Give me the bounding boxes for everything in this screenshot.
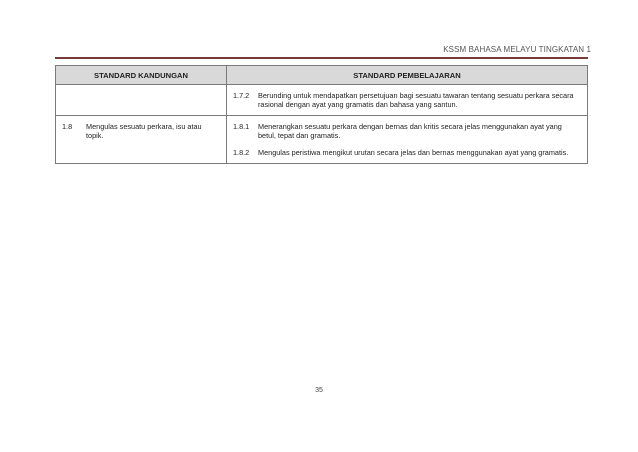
learning-standard-number: 1.8.2 — [233, 148, 250, 157]
column-header-standard-pembelajaran: STANDARD PEMBELAJARAN — [227, 66, 588, 85]
document-header-title: KSSM BAHASA MELAYU TINGKATAN 1 — [443, 45, 591, 54]
learning-standard-text: Mengulas peristiwa mengikut urutan secara jelas dan bernas menggunakan ayat yang gramatis. — [258, 148, 569, 157]
content-standard-text: Mengulas sesuatu perkara, isu atau topik. — [86, 122, 202, 140]
learning-standard-item — [233, 122, 581, 140]
content-standard-item — [62, 122, 220, 140]
header-divider — [55, 57, 588, 59]
table-row — [56, 85, 588, 116]
pembelajaran-cell — [227, 85, 588, 116]
learning-standard-number: 1.8.1 — [233, 122, 250, 131]
learning-standard-item — [233, 148, 581, 157]
kandungan-cell — [56, 116, 227, 164]
learning-standard-item — [233, 91, 581, 109]
page-number: 35 — [315, 387, 323, 394]
pembelajaran-cell — [227, 116, 588, 164]
learning-standard-text: Menerangkan sesuatu perkara dengan bernas dan kritis secara jelas menggunakan ayat yang betul, tepat dan gramatis. — [258, 122, 562, 140]
table-row — [56, 116, 588, 164]
table-header-row — [56, 66, 588, 85]
kandungan-cell-empty — [56, 85, 227, 116]
content-standard-number: 1.8 — [62, 122, 73, 131]
learning-standard-text: Berunding untuk mendapatkan persetujuan bagi sesuatu tawaran tentang sesuatu perkara secara rasional dengan ayat yang gramatis dan bahasa yang santun. — [258, 91, 574, 109]
standards-table — [55, 65, 588, 164]
column-header-standard-kandungan: STANDARD KANDUNGAN — [56, 66, 227, 85]
learning-standard-number: 1.7.2 — [233, 91, 250, 100]
